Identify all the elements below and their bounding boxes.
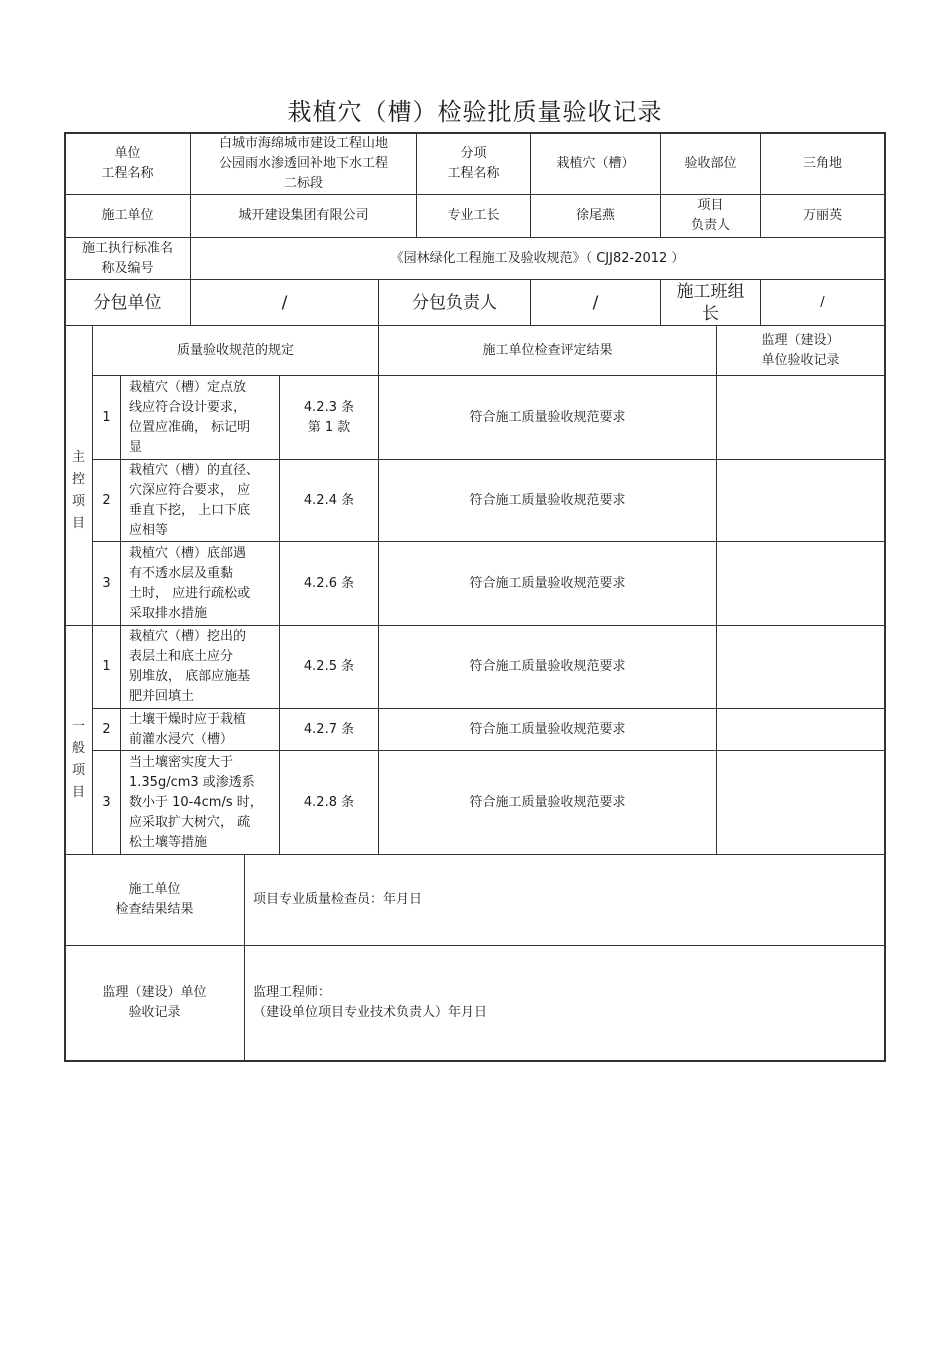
table-row-clause: 4.2.3 条 第 1 款 <box>303 399 355 435</box>
sub-project-label: 分项 工程名称 <box>447 145 500 181</box>
table-row-desc: 土壤干燥时应于栽植 前灌水浸穴（槽） <box>129 711 247 747</box>
table-row-clause: 4.2.7 条 <box>303 721 355 737</box>
subcontractor-label: 分包单位 <box>93 292 162 313</box>
page-title: 栽植穴（槽）检验批质量验收记录 <box>287 98 663 126</box>
spec-header: 质量验收规范的规定 <box>176 342 294 358</box>
table-row-clause: 4.2.4 条 <box>303 492 355 508</box>
table-row-desc: 栽植穴（槽）挖出的 表层土和底土应分 别堆放， 底部应施基 肥并回填土 <box>129 629 251 704</box>
supervision-record-value: 监理工程师： （建设单位项目专业技术负责人）年月日 <box>253 985 488 1020</box>
unit-value: 白城市海绵城市建设工程山地 公园雨水渗透回补地下水工程 二标段 <box>218 135 388 191</box>
general-group-label: 一 般 项 目 <box>71 719 85 800</box>
table-row-result: 符合施工质量验收规范要求 <box>469 575 626 591</box>
table-row-no: 1 <box>102 409 111 425</box>
supervision-header: 监理（建设） 单位验收记录 <box>761 332 840 368</box>
table-row-no: 3 <box>102 575 111 591</box>
table-row-desc: 栽植穴（槽）底部遇 有不透水层及重黏 土时， 应进行疏松或 采取排水措施 <box>129 545 251 621</box>
table-row-no: 2 <box>102 721 111 737</box>
sub-manager-label: 分包负责人 <box>412 292 497 313</box>
table-row-clause: 4.2.8 条 <box>303 794 355 810</box>
table-row-result: 符合施工质量验收规范要求 <box>469 659 626 674</box>
inspection-result-value: 项目专业质量检查员：年月日 <box>253 892 423 907</box>
contractor-label: 施工单位 <box>101 208 154 223</box>
border-right <box>884 132 886 1061</box>
table-row-no: 3 <box>102 794 111 810</box>
table-row-clause: 4.2.5 条 <box>303 659 355 674</box>
table-row-result: 符合施工质量验收规范要求 <box>469 492 626 508</box>
table-row-no: 2 <box>102 492 111 508</box>
team-leader-value: / <box>820 294 825 310</box>
result-header: 施工单位检查评定结果 <box>482 342 613 358</box>
table-row-no: 1 <box>102 659 111 674</box>
project-manager-label: 项目 负责人 <box>690 198 730 233</box>
supervision-record-label: 监理（建设）单位 验收记录 <box>102 985 207 1020</box>
sub-project-value: 栽植穴（槽） <box>556 155 635 171</box>
table-row-result: 符合施工质量验收规范要求 <box>469 794 626 810</box>
subcontractor-value: / <box>281 292 288 313</box>
table-row-desc: 栽植穴（槽）的直径、 穴深应符合要求， 应 垂直下挖， 上口下底 应相等 <box>129 462 260 538</box>
contractor-value: 城开建设集团有限公司 <box>238 208 369 223</box>
table-row-desc: 栽植穴（槽）定点放 线应符合设计要求， 位置应准确， 标记明 显 <box>129 379 251 455</box>
main-group-label: 主 控 项 目 <box>71 449 85 531</box>
unit-label: 单位 工程名称 <box>101 145 154 181</box>
inspection-part-label: 验收部位 <box>684 155 737 171</box>
inspection-part-value: 三角地 <box>802 155 842 171</box>
rule <box>716 325 717 855</box>
team-leader-label: 施工班组 长 <box>676 281 745 324</box>
border-bottom <box>64 1060 886 1062</box>
foreman-label: 专业工长 <box>447 208 500 223</box>
foreman-value: 徐尾燕 <box>575 208 615 223</box>
table-row-result: 符合施工质量验收规范要求 <box>469 409 626 425</box>
inspection-result-label: 施工单位 检查结果结果 <box>115 882 194 917</box>
table-row-clause: 4.2.6 条 <box>303 575 355 591</box>
standard-value: 《园林绿化工程施工及验收规范》（ CJJ82-2012 ） <box>390 250 685 266</box>
sub-manager-value: / <box>592 292 599 313</box>
table-row-result: 符合施工质量验收规范要求 <box>469 721 626 737</box>
table-row-desc: 当土壤密实度大于 1.35g/cm3 或渗透系 数小于 10-4cm/s 时， 应采取扩大树穴， 疏 松土壤等措施 <box>129 754 263 850</box>
standard-label: 施工执行标准名 称及编号 <box>81 240 173 276</box>
project-manager-value: 万丽英 <box>802 208 842 223</box>
